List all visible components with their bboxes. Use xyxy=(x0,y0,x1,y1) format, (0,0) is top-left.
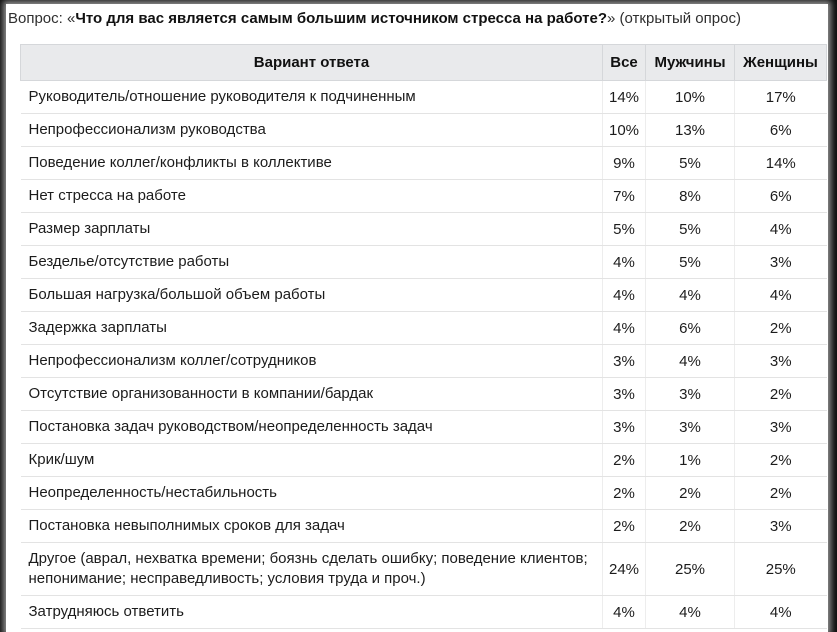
women-cell: 3% xyxy=(735,246,827,279)
men-cell: 8% xyxy=(646,180,735,213)
table-row xyxy=(21,543,827,596)
answer-cell: Непрофессионализм руководства xyxy=(21,114,603,147)
table-row xyxy=(21,312,827,345)
table-row xyxy=(21,246,827,279)
answer-cell: Затрудняюсь ответить xyxy=(21,596,603,629)
answer-cell: Постановка невыполнимых сроков для задач xyxy=(21,510,603,543)
header-men: Мужчины xyxy=(646,45,735,81)
table-row xyxy=(21,147,827,180)
document-page xyxy=(6,4,828,632)
answer-cell: Безделье/отсутствие работы xyxy=(21,246,603,279)
table-row xyxy=(21,411,827,444)
table-header-row xyxy=(21,45,827,81)
answer-cell: Поведение коллег/конфликты в коллективе xyxy=(21,147,603,180)
women-cell: 3% xyxy=(735,345,827,378)
women-cell: 6% xyxy=(735,180,827,213)
women-cell: 4% xyxy=(735,596,827,629)
table-row xyxy=(21,180,827,213)
table-row xyxy=(21,510,827,543)
all-cell: 2% xyxy=(603,477,646,510)
all-cell: 10% xyxy=(603,114,646,147)
all-cell: 3% xyxy=(603,345,646,378)
table-row xyxy=(21,444,827,477)
men-cell: 2% xyxy=(646,510,735,543)
all-cell: 4% xyxy=(603,312,646,345)
answer-cell: Другое (аврал, нехватка времени; боязнь сделать ошибку; поведение клиентов; непонимание; несправедливость; условия труда и проч.) xyxy=(21,543,603,596)
table-row xyxy=(21,378,827,411)
answer-cell: Задержка зарплаты xyxy=(21,312,603,345)
men-cell: 4% xyxy=(646,596,735,629)
question-prefix: Вопрос: « xyxy=(8,10,76,27)
answer-cell: Размер зарплаты xyxy=(21,213,603,246)
answer-cell: Непрофессионализм коллег/сотрудников xyxy=(21,345,603,378)
all-cell: 2% xyxy=(603,510,646,543)
women-cell: 6% xyxy=(735,114,827,147)
women-cell: 2% xyxy=(735,444,827,477)
all-cell: 4% xyxy=(603,246,646,279)
all-cell: 2% xyxy=(603,444,646,477)
all-cell: 9% xyxy=(603,147,646,180)
women-cell: 4% xyxy=(735,213,827,246)
answer-cell: Нет стресса на работе xyxy=(21,180,603,213)
question-line xyxy=(8,10,824,27)
men-cell: 3% xyxy=(646,378,735,411)
women-cell: 2% xyxy=(735,378,827,411)
survey-results-table xyxy=(20,44,827,629)
answer-cell: Большая нагрузка/большой объем работы xyxy=(21,279,603,312)
men-cell: 25% xyxy=(646,543,735,596)
all-cell: 3% xyxy=(603,411,646,444)
all-cell: 4% xyxy=(603,596,646,629)
men-cell: 4% xyxy=(646,345,735,378)
table-row xyxy=(21,81,827,114)
men-cell: 3% xyxy=(646,411,735,444)
men-cell: 6% xyxy=(646,312,735,345)
question-suffix: » (открытый опрос) xyxy=(607,10,741,27)
answer-cell: Отсутствие организованности в компании/бардак xyxy=(21,378,603,411)
women-cell: 17% xyxy=(735,81,827,114)
men-cell: 13% xyxy=(646,114,735,147)
header-women: Женщины xyxy=(735,45,827,81)
all-cell: 24% xyxy=(603,543,646,596)
men-cell: 5% xyxy=(646,147,735,180)
answer-cell: Руководитель/отношение руководителя к подчиненным xyxy=(21,81,603,114)
women-cell: 4% xyxy=(735,279,827,312)
all-cell: 4% xyxy=(603,279,646,312)
women-cell: 3% xyxy=(735,510,827,543)
all-cell: 14% xyxy=(603,81,646,114)
men-cell: 10% xyxy=(646,81,735,114)
table-row xyxy=(21,279,827,312)
men-cell: 2% xyxy=(646,477,735,510)
answer-cell: Крик/шум xyxy=(21,444,603,477)
women-cell: 3% xyxy=(735,411,827,444)
women-cell: 14% xyxy=(735,147,827,180)
table-row xyxy=(21,345,827,378)
header-answer: Вариант ответа xyxy=(21,45,603,81)
table-row xyxy=(21,114,827,147)
question-text: Что для вас является самым большим источником стресса на работе? xyxy=(75,10,608,27)
women-cell: 25% xyxy=(735,543,827,596)
table-row xyxy=(21,213,827,246)
men-cell: 5% xyxy=(646,246,735,279)
men-cell: 1% xyxy=(646,444,735,477)
all-cell: 5% xyxy=(603,213,646,246)
table-row xyxy=(21,477,827,510)
all-cell: 3% xyxy=(603,378,646,411)
women-cell: 2% xyxy=(735,312,827,345)
men-cell: 4% xyxy=(646,279,735,312)
men-cell: 5% xyxy=(646,213,735,246)
header-all: Все xyxy=(603,45,646,81)
women-cell: 2% xyxy=(735,477,827,510)
answer-cell: Постановка задач руководством/неопределенность задач xyxy=(21,411,603,444)
answer-cell: Неопределенность/нестабильность xyxy=(21,477,603,510)
table-row xyxy=(21,596,827,629)
all-cell: 7% xyxy=(603,180,646,213)
